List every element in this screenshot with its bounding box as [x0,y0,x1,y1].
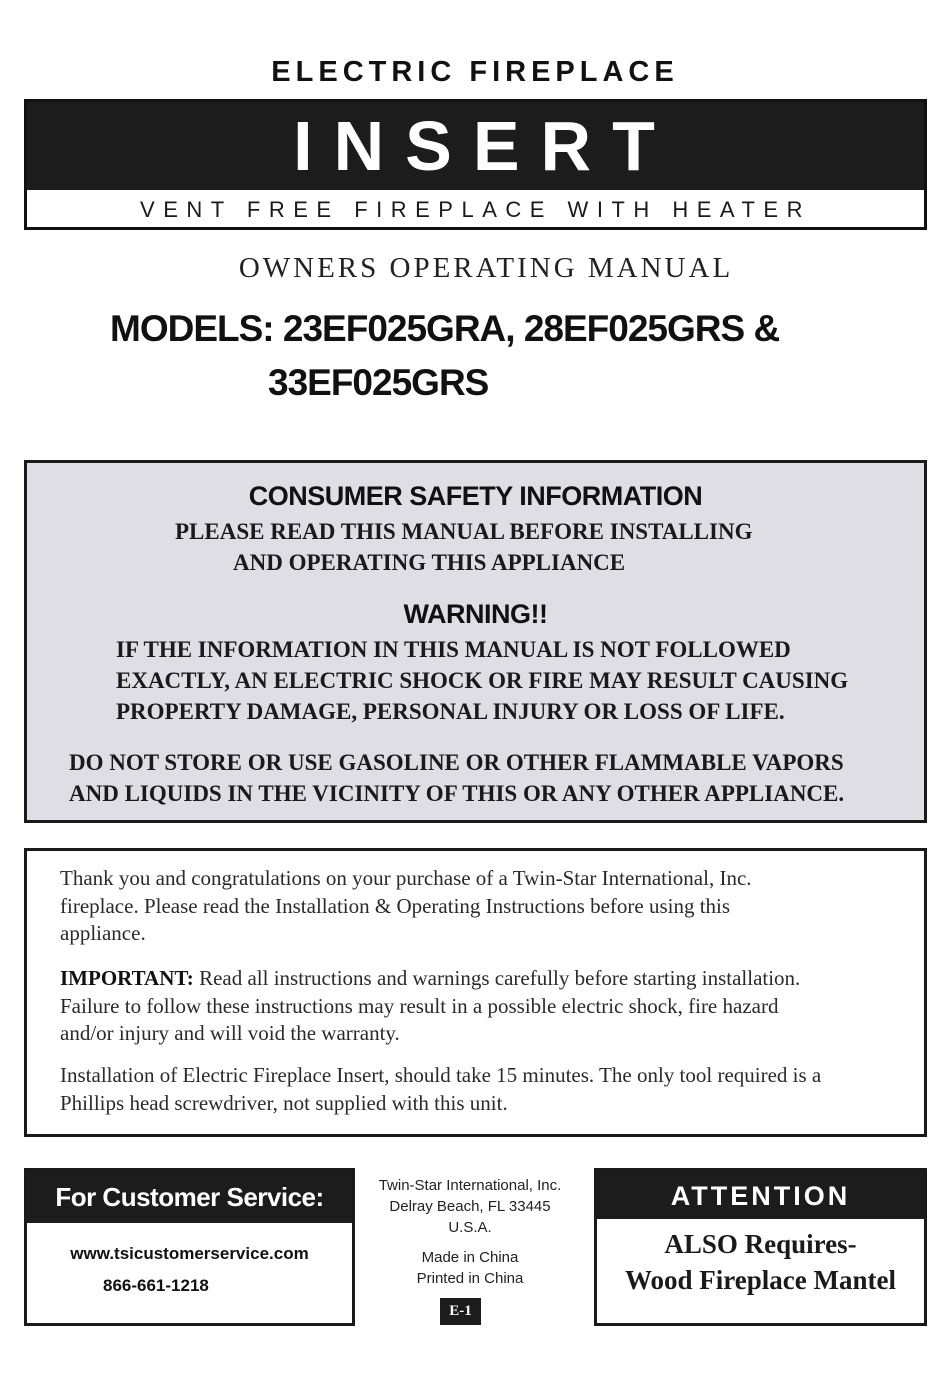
warning-line: PROPERTY DAMAGE, PERSONAL INJURY OR LOSS OF LIFE. [116,699,785,724]
important-paragraph [60,965,900,1048]
customer-service-heading: For Customer Service: [27,1171,352,1223]
safety-box [24,460,927,823]
install-line: Installation of Electric Fireplace Insert, should take 15 minutes. The only tool required is a [60,1063,822,1087]
important-label: IMPORTANT: [60,966,194,990]
customer-service-website[interactable]: www.tsicustomerservice.com [70,1244,309,1263]
read-line-2: AND OPERATING THIS APPLIANCE [233,550,626,575]
thanks-line: fireplace. Please read the Installation & Operating Instructions before using this [60,893,731,918]
vapor-line: DO NOT STORE OR USE GASOLINE OR OTHER FLAMMABLE VAPORS [69,750,844,775]
important-line [60,965,900,993]
company-name: Twin-Star International, Inc. [378,1177,562,1194]
main-title: INSERT [27,102,924,190]
warning-line: IF THE INFORMATION IN THIS MANUAL IS NOT FOLLOWED [116,637,791,662]
read-line-1: PLEASE READ THIS MANUAL BEFORE INSTALLING [175,519,753,544]
attention-heading: ATTENTION [597,1171,924,1219]
customer-service-phone[interactable]: 866-661-1218 [103,1276,209,1295]
title-banner [24,99,927,230]
important-line: Failure to follow these instructions may result in a possible electric shock, fire hazard [60,993,779,1018]
manual-heading: OWNERS OPERATING MANUAL [238,252,734,284]
models-line-2: 33EF025GRS [268,362,489,403]
thanks-line: appliance. [60,921,146,945]
install-line: Phillips head screwdriver, not supplied with this unit. [60,1090,508,1115]
intro-box [24,848,927,1137]
printed-in: Printed in China [416,1270,524,1287]
important-line: and/or injury and will void the warranty. [60,1021,400,1045]
attention-line-1: ALSO Requires- [664,1229,857,1259]
thanks-paragraph [60,865,900,948]
kicker-heading: ELECTRIC FIREPLACE [271,56,679,88]
models-line-1: MODELS: 23EF025GRA, 28EF025GRS & [110,308,780,349]
vapor-line: AND LIQUIDS IN THE VICINITY OF THIS OR ANY OTHER APPLIANCE. [69,781,845,806]
warning-line: EXACTLY, AN ELECTRIC SHOCK OR FIRE MAY RESULT CAUSING [116,668,849,693]
attention-line-2: Wood Fireplace Mantel [625,1265,896,1295]
company-city: Delray Beach, FL 33445 [389,1198,551,1215]
subtitle: VENT FREE FIREPLACE WITH HEATER [140,197,811,222]
page-number: E-1 [440,1298,481,1325]
made-in: Made in China [421,1249,519,1266]
install-paragraph [60,1062,900,1117]
company-country: U.S.A. [448,1219,492,1236]
important-text: Read all instructions and warnings carefully before starting installation. [193,966,801,990]
safety-title: CONSUMER SAFETY INFORMATION [248,481,703,511]
warning-title: WARNING!! [403,599,548,629]
customer-service-box [24,1168,355,1326]
thanks-line: Thank you and congratulations on your purchase of a Twin-Star International, Inc. [60,866,752,890]
attention-box [594,1168,927,1326]
